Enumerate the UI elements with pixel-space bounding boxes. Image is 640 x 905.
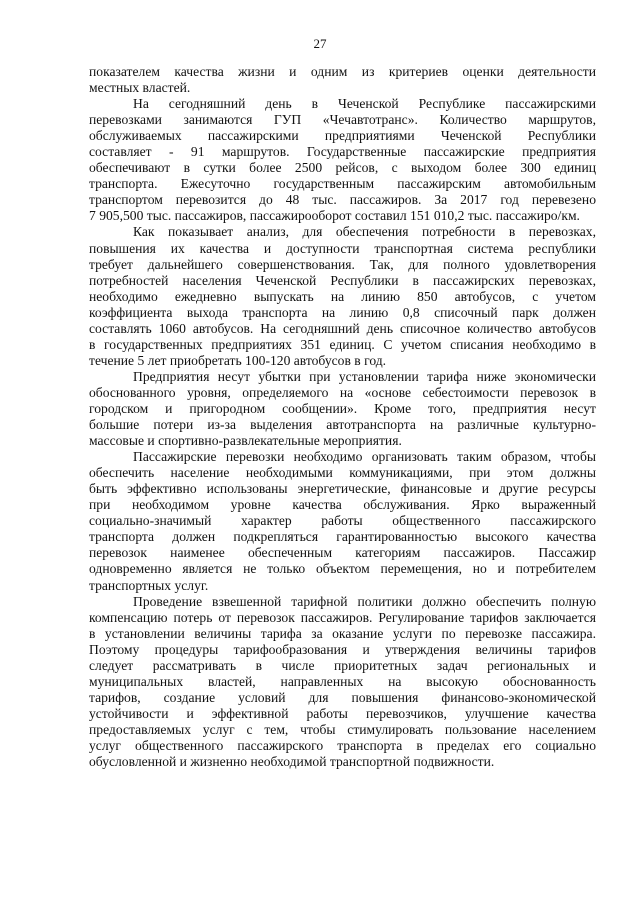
text-line: обоснованного уровня, определяемого на «основе себестоимости перевозок в (89, 384, 596, 400)
text-line: массовые и спортивно-развлекательные мероприятия. (89, 433, 402, 449)
text-line: тарифов, создание условий для повышения финансово-экономической (89, 689, 596, 705)
text-line: большие потери из-за выделения автотранспорта на различные культурно- (89, 417, 596, 433)
text-line: перевозок наименее обеспеченным категориям пассажиров. Пассажир (89, 545, 596, 561)
text-line: составляет - 91 маршрутов. Государственные пассажирские предприятия (89, 144, 596, 160)
document-body (89, 64, 596, 770)
text-line: муниципальных властей, направленных на высокую обоснованность (89, 673, 596, 689)
text-line: обеспечить население необходимыми коммуникациями, при этом должны (89, 465, 596, 481)
text-line: городском и пригородном сообщении». Кроме того, предприятия несут (89, 400, 596, 416)
text-line: транспортных услуг. (89, 577, 209, 593)
text-line: требует дальнейшего совершенствования. Так, для полного удовлетворения (89, 256, 596, 272)
text-line: Как показывает анализ, для обеспечения потребности в перевозках, (133, 224, 596, 240)
text-line: течение 5 лет приобретать 100-120 автобусов в год. (89, 352, 387, 368)
text-line: компенсацию потерь от перевозок пассажиров. Регулирование тарифов заключается (89, 609, 596, 625)
text-line: перевозками занимаются ГУП «Чечавтотранс». Количество маршрутов, (89, 112, 596, 128)
text-line: показателем качества жизни и одним из критериев оценки деятельности (89, 64, 596, 79)
text-line: при необходимом уровне качества обслуживания. Ярко выраженный (89, 497, 596, 513)
text-line: Проведение взвешенной тарифной политики должно обеспечить полную (133, 593, 596, 609)
text-line: коэффициента выхода транспорта на линию 0,8 списочный парк должен (89, 304, 596, 320)
text-line: повышения их качества и доступности транспортная система республики (89, 240, 596, 256)
text-line: следует рассматривать в числе приоритетных задач региональных и (89, 657, 596, 673)
paragraph (89, 594, 596, 771)
text-line: транспорта. Ежесуточно государственным пассажирским автомобильным (89, 176, 596, 192)
text-line: обусловленной и жизненно необходимой транспортной подвижности. (89, 754, 495, 770)
text-line: обеспечивают в сутки более 2500 рейсов, с выходом более 300 единиц (89, 160, 596, 176)
text-line: социально-значимый характер работы общественного пассажирского (89, 513, 596, 529)
text-line: транспорта должен подкрепляться гарантированностью высокого качества (89, 529, 596, 545)
paragraph (89, 224, 596, 368)
text-line: На сегодняшний день в Чеченской Республике пассажирскими (133, 96, 596, 112)
text-line: местных властей. (89, 80, 191, 96)
text-line: Предприятия несут убытки при установлении тарифа ниже экономически (133, 368, 596, 384)
text-line: необходимо ежедневно выпускать на линию 850 автобусов, с учетом (89, 288, 596, 304)
text-line: предоставляемых услуг с тем, чтобы стимулировать пользование населением (89, 721, 596, 737)
text-line: потребностей населения Чеченской Республики в пассажирских перевозках, (89, 272, 596, 288)
paragraph (89, 369, 596, 449)
text-line: в государственных предприятиях 351 единиц. С учетом списания необходимо в (89, 336, 596, 352)
paragraph (89, 64, 596, 96)
page-number: 27 (313, 36, 327, 51)
text-line: в установлении величины тарифа за оказание услуги по перевозке пассажира. (89, 625, 596, 641)
text-line: одновременно является не только объектом перемещения, но и потребителем (89, 561, 596, 577)
paragraph (89, 96, 596, 224)
text-line: составлять 1060 автобусов. На сегодняшний день списочное количество автобусов (89, 320, 596, 336)
text-line: услуг общественного пассажирского транспорта в пределах его социально (89, 737, 596, 753)
text-line: транспортом перевозится до 48 тыс. пассажиров. За 2017 год перевезено (89, 192, 596, 208)
text-line: обслуживаемых пассажирскими предприятиями Чеченской Республики (89, 128, 596, 144)
text-line: устойчивости и эффективной работы перевозчиков, улучшение качества (89, 705, 596, 721)
paragraph (89, 449, 596, 593)
text-line: Поэтому процедуры тарифообразования и утверждения величины тарифов (89, 641, 596, 657)
text-line: быть эффективно использованы энергетические, финансовые и другие ресурсы (89, 481, 596, 497)
text-line: 7 905,500 тыс. пассажиров, пассажирооборот составил 151 010,2 тыс. пассажиро/км. (89, 208, 580, 224)
text-line: Пассажирские перевозки необходимо организовать таким образом, чтобы (133, 449, 596, 465)
